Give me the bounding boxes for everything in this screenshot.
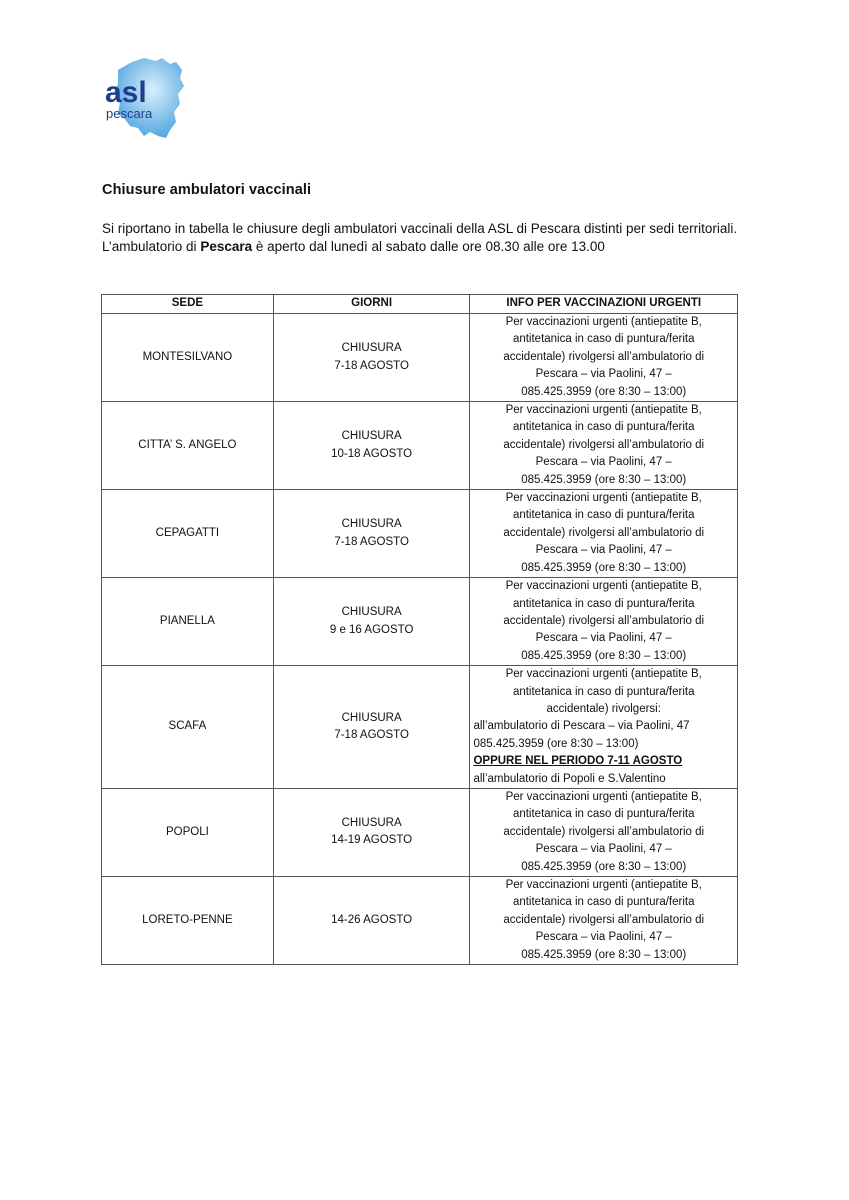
giorni-line: 14-19 AGOSTO [331,834,413,847]
giorni-line: CHIUSURA [341,430,402,443]
cell-info [470,877,738,965]
info-line: Pescara – via Paolini, 47 – [535,456,672,469]
info-line: antitetanica in caso di puntura/ferita [512,597,695,610]
cell-sede: PIANELLA [102,578,274,666]
page-title: Chiusure ambulatori vaccinali [102,182,312,198]
cell-sede: LORETO-PENNE [102,877,274,965]
info-line: accidentale) rivolgersi all’ambulatorio di [503,526,705,539]
logo-text-sub: pescara [106,106,153,121]
table-row [102,666,738,789]
info-line: Per vaccinazioni urgenti (antiepatite B, [505,668,702,681]
table-body [102,314,738,965]
asl-pescara-logo [104,56,186,140]
table-row [102,402,738,490]
cell-info [470,314,738,402]
cell-giorni [273,402,470,490]
info-line: all’ambulatorio di Pescara – via Paolini, 47 [473,720,690,733]
table-header-row [102,295,738,314]
table-row [102,788,738,876]
table-row [102,877,738,965]
cell-giorni [273,788,470,876]
giorni-line: 7-18 AGOSTO [334,535,409,548]
cell-sede: CITTA’ S. ANGELO [102,402,274,490]
cell-info [470,666,738,789]
info-line: 085.425.3959 (ore 8:30 – 13:00) [521,649,687,662]
cell-giorni [273,578,470,666]
info-line: accidentale) rivolgersi all’ambulatorio di [503,350,705,363]
logo-text-main: asl [105,76,147,109]
info-line: antitetanica in caso di puntura/ferita [512,685,695,698]
info-line: Pescara – via Paolini, 47 – [535,368,672,381]
cell-giorni [273,666,470,789]
giorni-line: 7-18 AGOSTO [334,359,409,372]
info-line: Per vaccinazioni urgenti (antiepatite B, [505,492,702,505]
cell-info [470,402,738,490]
intro-line-2-bold: Pescara [200,238,253,254]
intro-line-2 [102,238,738,256]
info-line: 085.425.3959 (ore 8:30 – 13:00) [521,385,687,398]
giorni-line: CHIUSURA [341,711,402,724]
giorni-line: CHIUSURA [341,817,402,830]
info-line: antitetanica in caso di puntura/ferita [512,808,695,821]
info-line: Pescara – via Paolini, 47 – [535,544,672,557]
info-line: Per vaccinazioni urgenti (antiepatite B, [505,404,702,417]
cell-giorni [273,877,470,965]
info-line: Per vaccinazioni urgenti (antiepatite B, [505,316,702,328]
cell-info [470,490,738,578]
intro-text [102,220,738,255]
cell-info [470,788,738,876]
cell-sede: CEPAGATTI [102,490,274,578]
cell-giorni [273,314,470,402]
giorni-line: 14-26 AGOSTO [331,913,413,926]
info-line: antitetanica in caso di puntura/ferita [512,896,695,909]
intro-line-2-post: è aperto dal lunedì al sabato dalle ore 08.30 alle ore 13.00 [252,238,605,254]
info-line: 085.425.3959 (ore 8:30 – 13:00) [521,948,687,961]
giorni-line: 10-18 AGOSTO [331,447,413,460]
info-line: antitetanica in caso di puntura/ferita [512,509,695,522]
header-giorni: GIORNI [273,295,470,314]
info-line: 085.425.3959 (ore 8:30 – 13:00) [521,561,687,574]
info-line: 085.425.3959 (ore 8:30 – 13:00) [473,737,639,750]
table-row [102,490,738,578]
info-line: Per vaccinazioni urgenti (antiepatite B, [505,790,702,803]
info-line: accidentale) rivolgersi all’ambulatorio di [503,913,705,926]
cell-giorni [273,490,470,578]
info-line: antitetanica in caso di puntura/ferita [512,421,695,434]
info-line: Pescara – via Paolini, 47 – [535,843,672,856]
cell-sede: POPOLI [102,788,274,876]
info-line: Per vaccinazioni urgenti (antiepatite B, [505,879,702,891]
info-line: accidentale) rivolgersi all’ambulatorio di [503,614,705,627]
info-line: 085.425.3959 (ore 8:30 – 13:00) [521,860,687,873]
intro-line-1: Si riportano in tabella le chiusure degli ambulatori vaccinali della ASL di Pescara distinti per sedi territoriali. [102,221,738,236]
table-row [102,314,738,402]
giorni-line: 9 e 16 AGOSTO [329,623,414,636]
giorni-line: CHIUSURA [341,606,402,619]
giorni-line: CHIUSURA [341,342,402,355]
header-sede: SEDE [102,295,274,314]
intro-line-2-pre: L’ambulatorio di [102,238,201,254]
cell-sede: SCAFA [102,666,274,789]
table-row [102,578,738,666]
info-line: Per vaccinazioni urgenti (antiepatite B, [505,580,702,593]
cell-info [470,578,738,666]
info-line: Pescara – via Paolini, 47 – [535,931,672,944]
giorni-line: 7-18 AGOSTO [334,729,409,742]
info-line: accidentale) rivolgersi: [546,702,661,715]
info-line: accidentale) rivolgersi all’ambulatorio di [503,825,705,838]
info-line: 085.425.3959 (ore 8:30 – 13:00) [521,473,687,486]
info-line: accidentale) rivolgersi all’ambulatorio di [503,438,705,451]
info-line: all’ambulatorio di Popoli e S.Valentino [473,772,666,785]
closures-table [101,294,738,965]
giorni-line: CHIUSURA [341,518,402,531]
info-line: Pescara – via Paolini, 47 – [535,632,672,645]
info-line: OPPURE NEL PERIODO 7-11 AGOSTO [473,755,683,768]
header-info: INFO PER VACCINAZIONI URGENTI [470,295,738,314]
info-line: antitetanica in caso di puntura/ferita [512,333,695,346]
cell-sede: MONTESILVANO [102,314,274,402]
